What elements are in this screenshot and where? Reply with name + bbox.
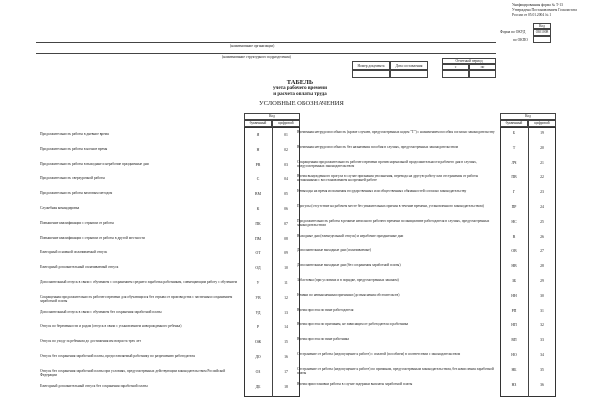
legend-row-letter-code: В [512, 234, 516, 239]
legend-row-name: Продолжительность сверхурочной работы [40, 176, 105, 181]
left-letter-head: буквенный [244, 120, 272, 127]
legend-row-digit-code: 10 [284, 266, 288, 271]
legend-row-letter-code: НС [511, 219, 517, 224]
legend-row-letter-code: ЗБ [511, 279, 517, 283]
legend-row-name: Выходные дни (еженедельный отпуск) и нерабочие праздничные дни [297, 233, 404, 238]
legend-row-name: Продолжительность работы в выходные и нерабочие праздничные дни [40, 161, 149, 166]
doc-date-cell[interactable] [390, 70, 428, 78]
legend-row-letter-code: Я [256, 133, 260, 137]
right-code-divider [528, 127, 529, 397]
legend-row-name: Отстранение от работы (недопущение к работе) по причинам, предусмотренным законодательством, без начисления заработной платы [297, 366, 494, 375]
legend-row-digit-code: 14 [284, 325, 288, 330]
legend-row-digit-code: 09 [284, 251, 288, 256]
legend-row-letter-code: ОЗ [255, 369, 261, 374]
legend-row-digit-code: 18 [284, 384, 288, 389]
legend-row-letter-code: НЗ [511, 382, 517, 387]
legend-row-digit-code: 25 [540, 219, 544, 224]
legend-row-digit-code: 06 [284, 207, 288, 211]
legend-row-digit-code: 04 [284, 177, 288, 182]
legend-row-digit-code: 27 [540, 249, 544, 254]
legend-row-digit-code: 05 [284, 192, 288, 197]
left-code-divider [272, 127, 273, 397]
period-from-cell[interactable] [442, 70, 469, 78]
legend-row-letter-code: ЛЧ [511, 160, 517, 165]
legend-row-name: Ежегодный основной оплачиваемый отпуск [40, 250, 108, 255]
legend-row-digit-code: 28 [540, 264, 544, 269]
legend-row-letter-code: НН [511, 293, 517, 298]
legend-row-letter-code: ОТ [255, 251, 261, 256]
legend-row-digit-code: 01 [284, 133, 288, 137]
legend-row-name: Отпуск по беременности и родам (отпуск в связи с усыновлением новорожденного ребенка) [40, 324, 182, 329]
okpo-value-cell[interactable] [533, 36, 551, 43]
org-line [36, 42, 496, 43]
legend-row-name: Дополнительный отпуск в связи с обучением с сохранением среднего заработка работникам, совмещающим работу с обучением [40, 280, 237, 284]
legend-row-letter-code: ПМ [254, 236, 262, 241]
legend-row-letter-code: ДО [255, 355, 261, 359]
legend-row-digit-code: 11 [284, 281, 288, 285]
legend-row-name: Временная нетрудоспособность без назначения пособия в случаях, предусмотренных законодательством [297, 144, 458, 149]
legend-row-letter-code: С [256, 177, 260, 182]
legend-title: УСЛОВНЫЕ ОБОЗНАЧЕНИЯ [259, 100, 344, 107]
legend-row-name: Временная нетрудоспособность (кроме случаев, предусмотренных кодом "Т") с назначением пособия согласно законодательству [297, 130, 495, 134]
left-code-head: Код [244, 113, 300, 120]
legend-row-name: Продолжительность работы в режиме неполного рабочего времени по инициативе работодателя в случаях, предусмотренных законодательством [297, 218, 490, 227]
form-note-1: Унифицированная форма № Т-13 [512, 3, 563, 7]
doc-subtitle-2: и расчета оплаты труда [273, 92, 327, 97]
doc-subtitle-1: учета рабочего времени [273, 86, 327, 91]
legend-row-letter-code: ДБ [255, 384, 261, 389]
legend-row-letter-code: УВ [255, 295, 261, 300]
legend-row-letter-code: ПР [511, 205, 517, 209]
legend-row-name: Прогулы (отсутствие на рабочем месте без уважительных причин в течение времени, установленного законодательством) [297, 204, 484, 208]
legend-row-digit-code: 02 [284, 147, 288, 152]
legend-row-digit-code: 35 [540, 367, 544, 372]
period-to-label: по [469, 64, 496, 70]
legend-row-letter-code: ВМ [255, 192, 261, 197]
legend-row-name: Дополнительные выходные дни (без сохранения заработной платы) [297, 263, 401, 268]
legend-row-name: Отстранение от работы (недопущение к работе) с оплатой (пособием) в соответствии с законодательством [297, 352, 461, 356]
legend-row-digit-code: 31 [540, 308, 544, 313]
legend-row-letter-code: Т [512, 145, 516, 150]
legend-row-name: Ежегодный дополнительный оплачиваемый отпуск [40, 265, 119, 270]
dept-caption: (наименование структурного подразделения) [222, 55, 291, 59]
legend-row-name: Продолжительность работы в дневное время [40, 132, 109, 136]
period-header: Отчетный период [442, 58, 496, 64]
legend-row-letter-code: НБ [511, 367, 517, 372]
legend-row-digit-code: 29 [540, 279, 544, 283]
legend-row-digit-code: 30 [540, 293, 544, 298]
legend-row-letter-code: Н [256, 147, 260, 152]
legend-row-name: Отпуск по уходу за ребенком до достижения им возраста трех лет [40, 339, 141, 344]
legend-row-digit-code: 34 [540, 353, 544, 357]
legend-row-name: Отпуск без сохранения заработной платы, предоставляемый работнику по разрешению работодателя [40, 354, 195, 358]
legend-row-letter-code: К [256, 207, 260, 211]
legend-row-digit-code: 26 [540, 234, 544, 239]
legend-row-digit-code: 22 [540, 175, 544, 180]
legend-row-name: Отпуск без сохранения заработной платы при условиях, предусмотренных действующим законодательством Российской Федерации [40, 368, 226, 377]
legend-row-letter-code: ВП [511, 338, 517, 343]
code-header-cell: Код [533, 23, 551, 29]
legend-row-letter-code: ПВ [511, 175, 517, 180]
doc-date-header: Дата составления [390, 61, 428, 70]
legend-row-digit-code: 23 [540, 190, 544, 195]
legend-row-digit-code: 17 [284, 369, 288, 374]
period-from-label: с [442, 64, 469, 70]
okud-label: Форма по ОКУД [500, 30, 526, 34]
doc-number-header: Номер документа [352, 61, 390, 70]
legend-row-digit-code: 08 [284, 236, 288, 241]
okud-value-cell: 0301008 [533, 29, 551, 36]
left-digit-head: цифровой [272, 120, 300, 127]
legend-row-digit-code: 07 [284, 221, 288, 226]
legend-row-letter-code: РП [511, 308, 517, 313]
legend-row-name: Время простоя по вине работника [297, 337, 349, 342]
legend-row-name: Время приостановки работы в случае задержки выплаты заработной платы [297, 381, 413, 386]
legend-row-digit-code: 12 [284, 295, 288, 300]
legend-row-name: Время вынужденного прогула в случае признания увольнения, перевода на другую работу или отстранения от работы незаконными с восстановлением на прежней работе [297, 174, 479, 183]
doc-number-cell[interactable] [352, 70, 390, 78]
legend-row-digit-code: 16 [284, 355, 288, 359]
legend-row-name: Неявки по невыясненным причинам (до выяснения обстоятельств) [297, 292, 400, 297]
legend-row-digit-code: 20 [540, 145, 544, 150]
legend-row-name: Сокращенная продолжительность рабочего времени против нормальной продолжительности рабочего дня в случаях, предусмотренных законодательством [297, 159, 477, 168]
legend-row-name: Служебная командировка [40, 206, 80, 210]
legend-row-digit-code: 21 [540, 160, 544, 165]
legend-row-letter-code: У [256, 281, 260, 285]
legend-row-digit-code: 15 [284, 340, 288, 345]
legend-row-name: Дополнительные выходные дни (оплачиваемые) [297, 248, 371, 253]
okpo-label: по ОКПО [513, 38, 528, 42]
legend-row-letter-code: ОВ [511, 249, 517, 254]
legend-row-letter-code: РВ [255, 162, 261, 167]
legend-row-letter-code: Г [512, 190, 516, 195]
legend-row-name: Сокращенная продолжительность рабочего времени для обучающихся без отрыва от производства с частичным сохранением заработной платы [40, 294, 233, 303]
right-code-head: Код [500, 113, 556, 120]
legend-row-digit-code: 13 [284, 310, 288, 315]
legend-row-letter-code: ПК [255, 221, 261, 226]
legend-row-digit-code: 24 [540, 205, 544, 209]
right-digit-head: цифровой [528, 120, 556, 127]
period-to-cell[interactable] [469, 70, 496, 78]
legend-row-letter-code: УД [255, 310, 261, 315]
legend-row-name: Забастовка (при условиях и в порядке, предусмотренных законом) [297, 278, 399, 282]
legend-row-name: Время простоя по вине работодателя [297, 307, 354, 312]
legend-row-letter-code: НП [511, 323, 517, 328]
legend-row-letter-code: ОЖ [254, 340, 262, 345]
legend-row-letter-code: Б [512, 131, 516, 135]
legend-row-name: Повышение квалификации с отрывом от работы в другой местности [40, 235, 145, 240]
form-note-2: Утверждена Постановлением Госкомстата [512, 8, 577, 12]
legend-row-letter-code: НВ [511, 264, 517, 269]
legend-row-name: Невыходы на время исполнения государственных или общественных обязанностей согласно законодательству [297, 189, 467, 194]
legend-row-digit-code: 33 [540, 338, 544, 343]
legend-row-digit-code: 19 [540, 131, 544, 135]
legend-row-name: Продолжительность работы в ночное время [40, 146, 108, 151]
legend-row-name: Время простоя по причинам, не зависящим от работодателя и работника [297, 322, 409, 327]
legend-row-letter-code: ОД [255, 266, 261, 271]
legend-row-digit-code: 03 [284, 162, 288, 167]
legend-row-name: Повышение квалификации с отрывом от работы [40, 220, 114, 225]
legend-row-digit-code: 32 [540, 323, 544, 328]
legend-row-letter-code: Р [256, 325, 260, 330]
form-note-3: России от 05.01.2004 № 1 [512, 13, 552, 17]
legend-row-digit-code: 36 [540, 382, 544, 387]
dept-line [36, 53, 496, 54]
right-letter-head: буквенный [500, 120, 528, 127]
legend-row-letter-code: НО [511, 353, 517, 357]
legend-row-name: Продолжительность работы вахтовым методом [40, 191, 113, 196]
legend-row-name: Дополнительный отпуск в связи с обучением без сохранения заработной платы [40, 309, 162, 314]
org-caption: (наименование организации) [230, 44, 275, 48]
doc-title: ТАБЕЛЬ [286, 79, 314, 86]
legend-row-name: Ежегодный дополнительный отпуск без сохранения заработной платы [40, 383, 148, 388]
